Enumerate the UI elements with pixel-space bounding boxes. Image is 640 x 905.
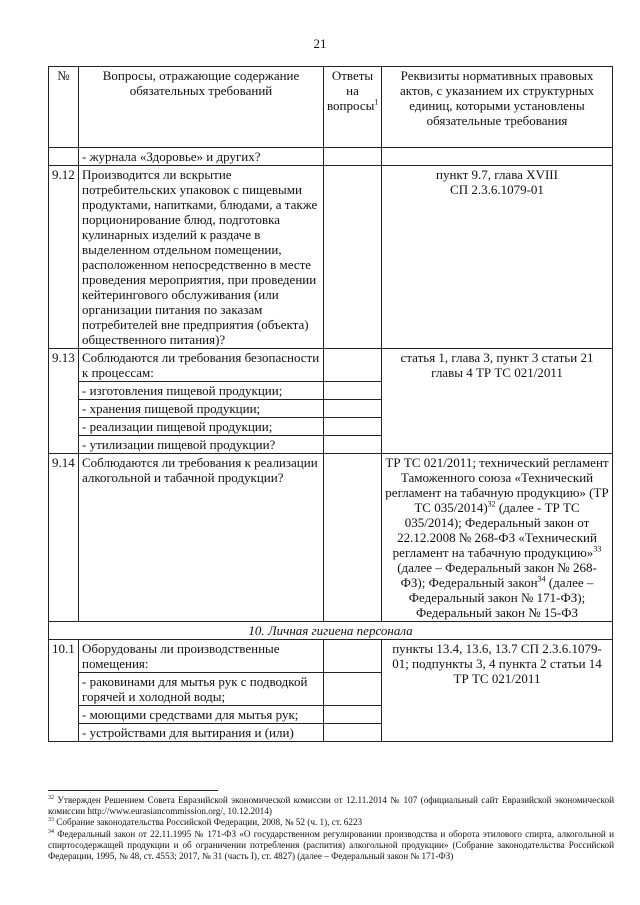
footnote-ref-34: 34 (537, 574, 546, 584)
answer-10-1[interactable] (324, 640, 382, 673)
footnote-34-text: Федеральный закон от 22.11.1995 № 171-ФЗ «О государственном регулировании производства и оборота этилового спирта, алкогольной и спиртосодержащей продукции и об ограничении потребления (распития) алкогольной продукции» (Собрание законодательства Российской Федерации, 1995, № 48, ст. 4553; 2017, № 31 (часть I), ст. 4827) (далее – Федеральный закон № 171-ФЗ) (48, 828, 614, 862)
row-number-cell (49, 148, 79, 166)
table-row (49, 148, 613, 166)
requisites-9-14-part2: (далее - ТР ТС 035/2014); Федеральный закон от 22.12.2008 № 268-ФЗ «Технический регламент на табачную продукцию» (392, 500, 597, 560)
footnote-32-text: Утвержден Решением Совета Евразийской экономической комиссии от 12.11.2014 № 107 (официальный сайт Евразийской экономической комиссии http://www.eurasiancommission.org/, 10.12.2014) (48, 795, 614, 817)
row-number-9-13: 9.13 (49, 349, 79, 454)
answer-cell[interactable] (324, 148, 382, 166)
footnotes (48, 795, 614, 862)
answer-10-1-sub2[interactable] (324, 706, 382, 724)
checklist-table (48, 66, 613, 742)
page-number: 21 (313, 36, 327, 51)
answer-10-1-sub1[interactable] (324, 673, 382, 706)
footnote-33-text: Собрание законодательства Российской Федерации, 2008, № 52 (ч. 1), ст. 6223 (54, 817, 363, 828)
question-10-1: Оборудованы ли производственные помещения: (79, 640, 324, 673)
header-number: № (49, 67, 79, 148)
footnote-33 (48, 817, 614, 828)
section-header-row (49, 622, 613, 640)
question-9-14: Соблюдаются ли требования к реализации алкогольной и табачной продукции? (79, 454, 324, 622)
row-number-9-14: 9.14 (49, 454, 79, 622)
table-row (49, 640, 613, 673)
table-row (49, 454, 613, 622)
requisites-9-12-line1: пункт 9.7, глава XVIII (436, 167, 558, 182)
requisites-9-14-part1: ТР ТС 021/2011; технический регламент Таможенного союза «Технический регламент на табачную продукцию» (ТР ТС 035/2014) (385, 455, 609, 515)
requisites-9-13: статья 1, глава 3, пункт 3 статьи 21 главы 4 ТР ТС 021/2011 (382, 349, 613, 454)
footnote-ref-33: 33 (593, 544, 602, 554)
question-9-13-sub2: - хранения пищевой продукции; (79, 400, 324, 418)
requisites-9-12-line2: СП 2.3.6.1079-01 (450, 182, 544, 197)
footnote-ref-32: 32 (487, 499, 496, 509)
answer-9-13-sub1[interactable] (324, 382, 382, 400)
answer-9-13-sub4[interactable] (324, 436, 382, 454)
question-9-13-sub1: - изготовления пищевой продукции; (79, 382, 324, 400)
question-9-13-sub3: - реализации пищевой продукции; (79, 418, 324, 436)
table-row (49, 349, 613, 382)
requisites-cell (382, 148, 613, 166)
question-10-1-sub3: - устройствами для вытирания и (или) (79, 724, 324, 742)
requisites-9-14 (382, 454, 613, 622)
table-header-row (49, 67, 613, 148)
question-10-1-sub2: - моющими средствами для мытья рук; (79, 706, 324, 724)
answer-9-13[interactable] (324, 349, 382, 382)
footnote-32-number: 32 (48, 794, 54, 801)
requisites-9-14-part4: (далее – Федеральный закон № 171-ФЗ); Федеральный закон № 15-ФЗ (408, 575, 594, 620)
footnote-33-number: 33 (48, 817, 54, 824)
answer-9-14[interactable] (324, 454, 382, 622)
question-9-12: Производится ли вскрытие потребительских упаковок с пищевыми продуктами, напитками, блюдами, а также порционирование блюд, подготовка кулинарных изделий к раздаче в выделенном отдельном помещении, расположенном непосредственно в месте проведения мероприятия, при проведении кейтерингового обслуживания (или организации питания по заказам потребителей вне предприятия (объекта) общественного питания)? (79, 166, 324, 349)
answer-9-12[interactable] (324, 166, 382, 349)
answer-9-13-sub2[interactable] (324, 400, 382, 418)
question-10-1-sub1: - раковинами для мытья рук с подводкой горячей и холодной воды; (79, 673, 324, 706)
question-9-13: Соблюдаются ли требования безопасности к процессам: (79, 349, 324, 382)
row-number-10-1: 10.1 (49, 640, 79, 742)
header-answers-label: Ответы на вопросы (327, 68, 375, 113)
answer-10-1-sub3[interactable] (324, 724, 382, 742)
answer-9-13-sub3[interactable] (324, 418, 382, 436)
row-number-9-12: 9.12 (49, 166, 79, 349)
footnote-34-number: 34 (48, 828, 54, 835)
requisites-10-1: пункты 13.4, 13.6, 13.7 СП 2.3.6.1079-01; подпункты 3, 4 пункта 2 статьи 14 ТР ТС 021/2011 (382, 640, 613, 742)
footnote-34 (48, 829, 614, 863)
question-cell: - журнала «Здоровье» и других? (79, 148, 324, 166)
question-9-13-sub4: - утилизации пищевой продукции? (79, 436, 324, 454)
header-answers-footnote: 1 (374, 97, 379, 107)
requisites-9-12 (382, 166, 613, 349)
requisites-9-14-part3: (далее – Федеральный закон № 268-ФЗ); Федеральный закон (397, 560, 597, 590)
footnote-32 (48, 795, 614, 817)
header-requisites: Реквизиты нормативных правовых актов, с указанием их структурных единиц, которыми установлены обязательные требования (382, 67, 613, 148)
header-answers (324, 67, 382, 148)
section-title: 10. Личная гигиена персонала (49, 622, 613, 640)
header-questions: Вопросы, отражающие содержание обязательных требований (79, 67, 324, 148)
footnote-separator (48, 790, 218, 791)
table-row (49, 166, 613, 349)
